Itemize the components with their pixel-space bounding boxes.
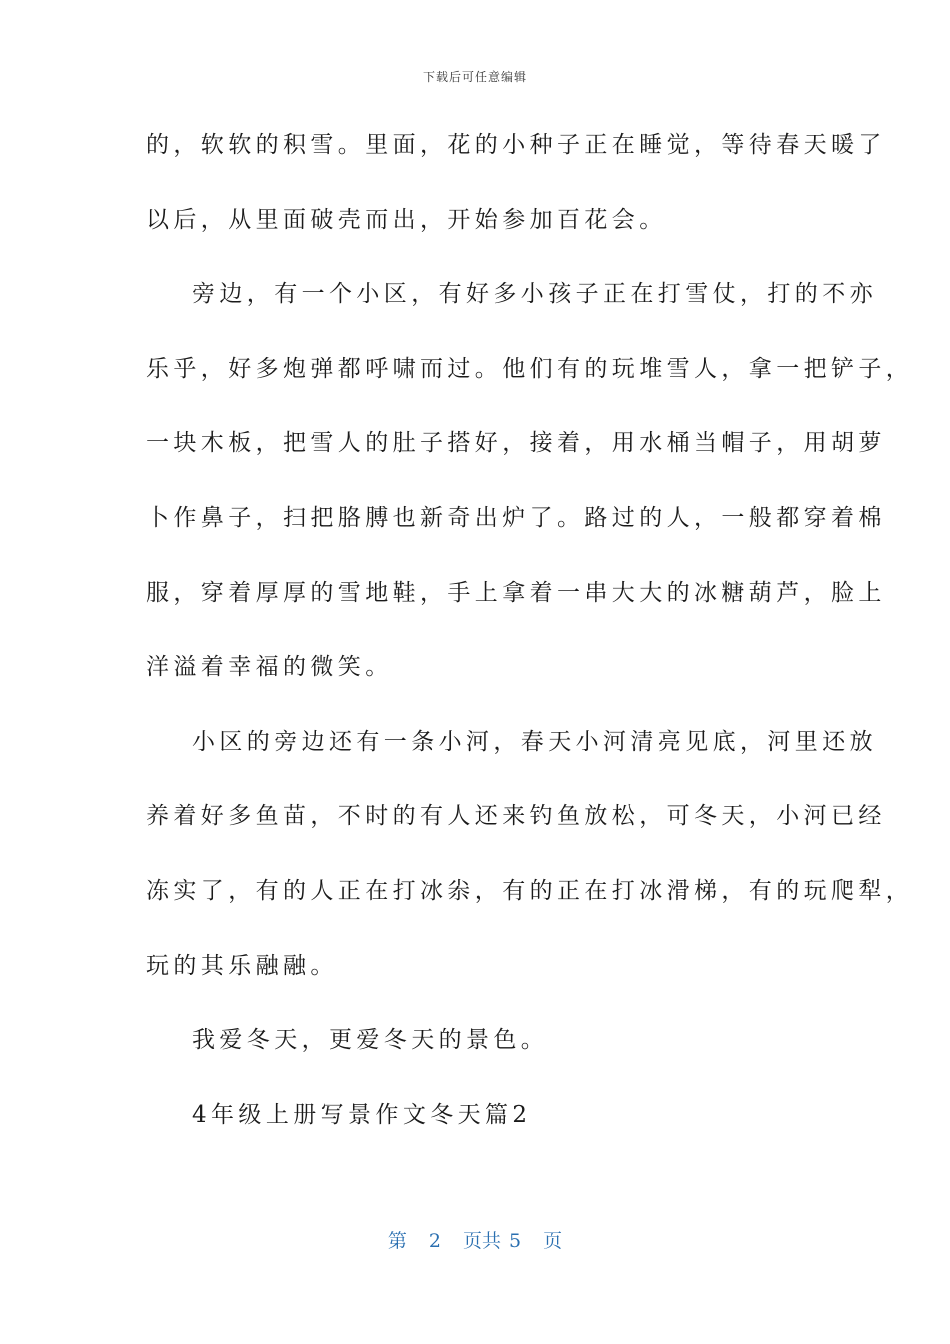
- footer-ye-gong: 页共: [462, 1230, 501, 1252]
- paragraph-start: 小区的旁边还有一条小河，春天小河清亮见底，河里还放: [192, 728, 877, 755]
- text-line: 服，穿着厚厚的雪地鞋，手上拿着一串大大的冰糖葫芦，脸上: [146, 579, 886, 606]
- paragraph-start: 旁边，有一个小区，有好多小孩子正在打雪仗，打的不亦: [192, 281, 877, 308]
- paragraph-start: 我爱冬天，更爱冬天的景色。: [192, 1027, 549, 1054]
- text-line: 养着好多鱼苗，不时的有人还来钓鱼放松，可冬天，小河已经: [146, 803, 886, 830]
- text-line: 以后，从里面破壳而出，开始参加百花会。: [146, 206, 667, 233]
- footer-di: 第: [387, 1230, 407, 1252]
- page-footer: [0, 1226, 950, 1253]
- text-line: 的，软软的积雪。里面，花的小种子正在睡觉，等待春天暖了: [146, 132, 886, 158]
- footer-ye: 页: [543, 1230, 563, 1252]
- section-heading: 4年级上册写景作文冬天篇2: [192, 1101, 532, 1128]
- current-page-number: 2: [428, 1230, 441, 1252]
- header-note: 下载后可任意编辑: [422, 70, 527, 84]
- total-pages-number: 5: [509, 1230, 522, 1252]
- text-line: 冻实了，有的人正在打冰尜，有的正在打冰滑梯，有的玩爬犁，: [146, 877, 914, 904]
- text-line: 玩的其乐融融。: [146, 952, 338, 979]
- text-line: 一块木板，把雪人的肚子搭好，接着，用水桶当帽子，用胡萝: [146, 430, 886, 457]
- document-body: [146, 120, 914, 1164]
- text-line: 洋溢着幸福的微笑。: [146, 654, 393, 681]
- text-line: 乐乎，好多炮弹都呼啸而过。他们有的玩堆雪人，拿一把铲子，: [146, 355, 914, 382]
- text-line: 卜作鼻子，扫把胳膊也新奇出炉了。路过的人，一般都穿着棉: [146, 504, 886, 531]
